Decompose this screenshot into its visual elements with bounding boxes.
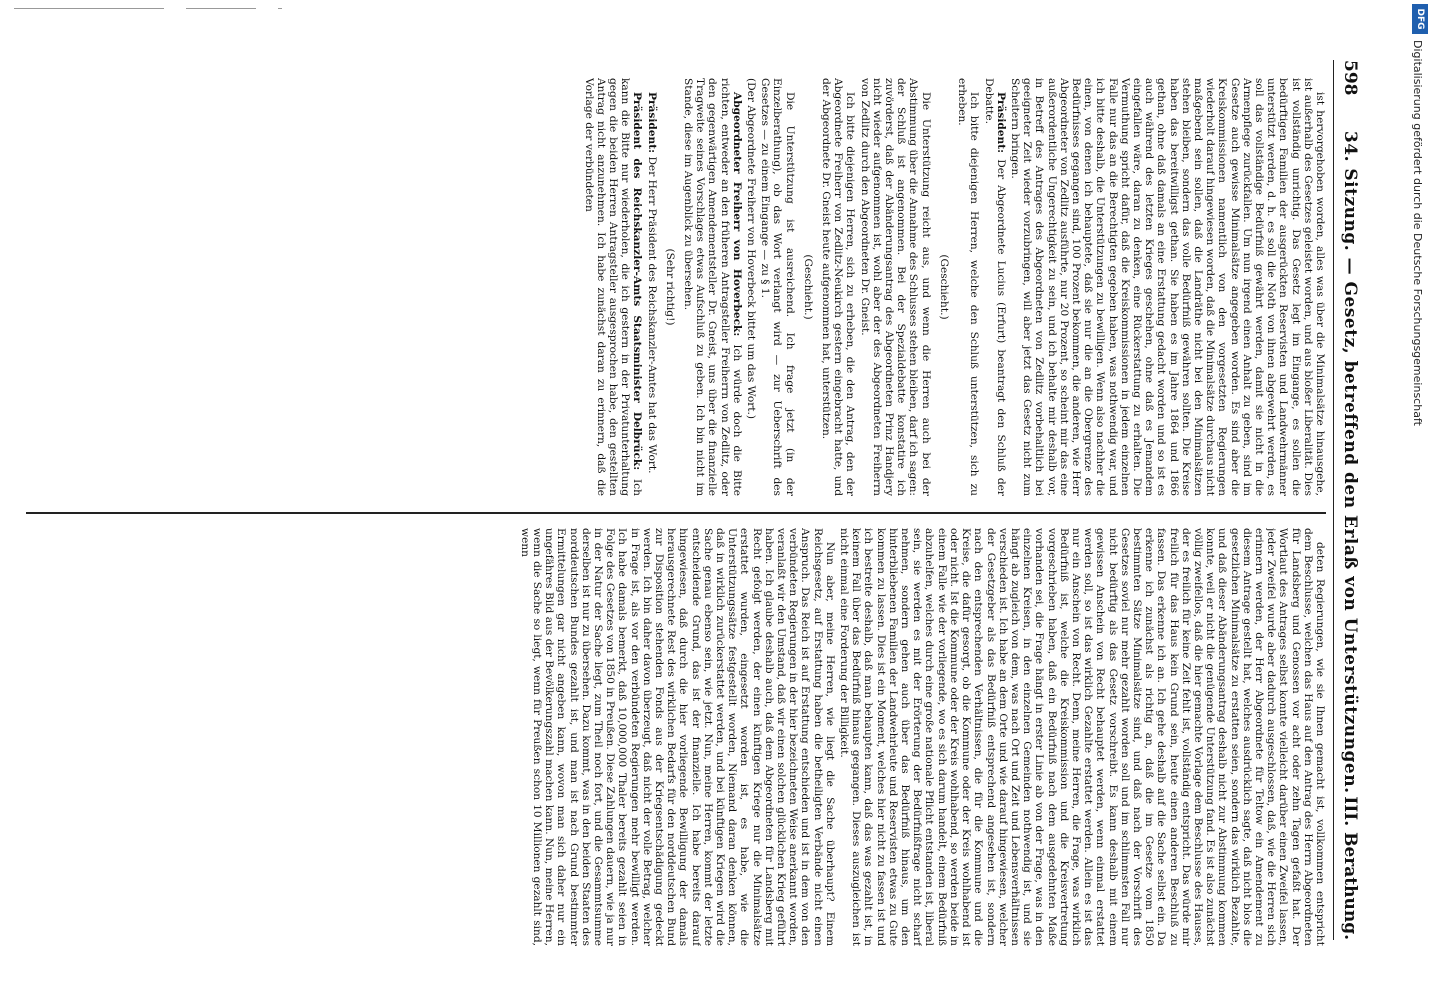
- paragraph: Ich bitte diejenigen Herren, welche den Schluß unterstützen, sich zu erheben.: [956, 78, 981, 496]
- paragraph: Die Unterstützung ist ausreichend. Ich frage jetzt (in der Einzelberathung), ob das Wort verlangt wird — zur Ueberschrift des Gesetzes — zu einem Eingange — zu § 1.: [759, 78, 796, 496]
- speaker-name: Präsident des Reichskanzler-Amts Staatsminister Delbrück:: [631, 92, 644, 471]
- stage-direction: (Sehr richtig!): [663, 248, 676, 326]
- paragraph: Die Unterstützung reicht aus, und wenn die Herren auch bei der Abstimmung über die Annahme des Schlusses stehen bleiben, darf ich sagen: der Schluß ist angenommen. Bei der Spezialdebatte konstatire ich zuvörderst, daß der Abänderungsantrag des Abgeordneten Prinz Handjery nicht wieder aufgenommen ist, wohl aber der des Abgeordneten Freiherrn von Zedlitz durch den Abgeordneten Dr. Gneist.: [858, 78, 932, 496]
- paragraph: Ich bitte diejenigen Herren, sich zu erheben, die den Antrag, den der Abgeordnete Freiherr von Zedlitz-Neukirch gestern eingebracht hatte, und der Abgeordnete Dr. Gneist heute aufgenommen hat, unterstützen.: [820, 78, 857, 496]
- speech-text: Der Herr Präsident des Reichskanzler-Amtes hat das Wort.: [645, 156, 658, 474]
- speech-paragraph: [582, 78, 643, 496]
- running-title: 34. Sitzung. — Gesetz, betreffend den Erlaß von Unterstützungen.: [1340, 130, 1360, 794]
- dfg-logo-text: DFG: [1415, 8, 1425, 30]
- reading-label: III. Berathung.: [1340, 796, 1360, 940]
- paragraph: deten Regierungen, wie sie Ihnen gemacht ist, vollkommen entspricht dem Beschlusse, welchen das Haus auf den Antrag des Herrn Abgeordneten für Landsberg und Genossen vor acht oder zehn Tagen gefaßt hat. Der Wortlaut des Antrages selbst konnte vielleicht darüber einen Zweifel lassen, jeder Zweifel wurde aber dadurch ausgeschlossen, daß, wie die Herren sich erinnern werden, der Herr Abgeordnete für Teltow ein Amendement zu diesem Antrage gestellt hat, welches ausdrücklich sagte, daß nicht blos die gesetzlichen Minimalsätze zu erstatten seien, sondern das wirklich Bezahlte, und daß dieser Abänderungsantrag deshalb nicht zur Abstimmung kommen konnte, weil er nicht die genügende Unterstützung fand. Es ist also zunächst völlig zweifellos, daß die hier gemachte Vorlage dem Beschlusse des Hauses, der es freilich für keine Zeit fehlt ist, vollständig entspricht. Das würde mir freilich für das Haus kein Grund sein, heute einen anderen Beschluß zu fassen. Das erkenne ich an. Ich gehe deshalb auf die Sache selbst ein. Da erkenne ich zunächst als richtig an, daß die im Gesetze vom 1850 bestimmten Sätze Minimalsätze sind, und daß nach der Vorschrift des Gesetzes soviel nur mehr gezahlt worden soll und im schlimmsten Fall nur nicht bedürftig als das Gesetz vorschreibt. Es kann deshalb mit einem gewissen Anschein von Recht behauptet werden, wenn einmal erstattet werden soll, so ist das wirklich Gezahlte erstattet werden. Allein es ist das nur ein Anschein von Recht. Denn, meine Herren, die Frage, was wirklich Bedürfniß ist, welche die Kreiskommission und die Kreisvertretung vorgeschrieben haben, daß ein Bedürfniß nach dem ausgedehnten Maße vorhanden sei, die Frage hängt in erster Linie ab von der Frage, was in den einzelnen Kreisen, in den einzelnen Gemeinden nothwendig ist, und sie hängt ab zugleich von dem, was nach Ort und Zeit und Lebensverhältnissen verschieden ist. Ich habe an dem Orte und wie darauf hingewiesen, welcher der Gesetzgeber als das Bedürfniß entsprechend angesehen ist, sondern nach den entsprechenden Verhältnissen, die für die Kommune und die Kreise, die dafür gesorgt, ob die Kommune oder der Kreis wohlhabend ist oder nicht. Ist die Kommune oder der Kreis wohlhabend, so werden beide in einem Falle wie der vorliegende, wo es sich darum handelt, einem Bedürfniß abzuhelfen, welches durch eine große nationale Pflicht entstanden ist, liberal sein, sie werden es mit der Erörterung der Bedürfnißfrage nicht scharf nehmen, sondern gehen auch über das Bedürfniß hinaus, um den hinterbliebenen Familien der Landwehrleute und Reservisten etwas zu Gute kommen zu lassen. Dies ist ein Moment, welches hier nicht zu fassen ist und ich bestreite deshalb, daß man behaupten kann, daß das was gezahlt ist, in keinem Fall über das Bedürfniß hinaus gegangen. Dieses auszugleichen ist nicht einmal eine Forderung der Billigkeit.: [838, 528, 1326, 946]
- paragraph: (Der Abgeordnete Freiherr von Hoverbeck bittet um das Wort.): [745, 78, 758, 420]
- digitization-credit: [1410, 40, 1424, 600]
- speaker-name: Abgeordneter Freiherr von Hoverbeck:: [730, 92, 743, 337]
- stage-direction: (Geschieht.): [801, 254, 814, 320]
- text-column-left: [16, 78, 1326, 496]
- speech-paragraph: [645, 78, 657, 496]
- speech-paragraph: [982, 78, 1006, 496]
- speaker-name: Präsident:: [994, 92, 1007, 154]
- credit-text: Digitalisierung gefördert durch die Deutsche Forschungsgemeinschaft: [1411, 40, 1424, 426]
- speech-paragraph: [682, 78, 743, 496]
- speech-text: Ich kann die Bitte nur wiederholen, die ich gestern in der Privatunterhaltung gegen die beiden Herren Antragsteller ausgesprochen habe, den gestellten Antrag nicht anzunehmen. Ich habe zunächst daran zu erinnern, daß die Vorlage der verbündeten: [582, 78, 644, 496]
- page-header: [1333, 60, 1364, 940]
- header-left: [1340, 60, 1360, 794]
- paragraph: Nun aber, meine Herren, wie liegt die Sache überhaupt? Einem Reichsgesetz, auf Erstattung haben die betheiligten Verbände nicht einen Anspruch. Das Reich ist auf Erstattung entschieden und ist in dem von den verbündeten Regierungen in der hier bezeichneten Weise anerkannt worden, veranlaßt wir den Umstand, daß wir einen solchen glücklichen Krieg geführt haben. Ich glaube deshalb auch, daß dem Abgeordneten für Landsberg mit Recht gefolgt werden, der einen künftigen Kriege nur die Minimalsätze erstattet wurden, eingesetzt worden ist, es habe, wie die Unterstützungssätze festgestellt worden, Niemand daran denken können, daß in wirklich zurückerstattet werden, und bei künftigen Kriegen wird die Sache genau ebenso sein, wie jetzt. Nun, meine Herren, kommt der letzte entscheidende Grund, das ist der finanzielle. Ich habe bereits darauf hingewiesen, daß durch die hier vorliegende Bewilligung der damals herausgerechnete Rest des wirklichen Bedarfs für den norddeutschen Bund zur Disposition stehenden Fonds aus der Kriegsentschädigung gedeckt werden. Ich bin daher davon überzeugt, daß nicht der volle Betrag, welcher in Frage ist, als vor den verbündeten Regierungen mehr bewilligt werden. Ich habe damals bemerkt, daß 10,000,000 Thaler bereits gezahlt seien in Folge des Gesetzes von 1850 in Preußen. Diese Zahlungen dauern, wie ja nur in der Natur der Sache liegt, zum Theil noch fort, und die Gesammtsumme derselben ist nur zu übersehen. Dazu kommt, was in den beiden Staaten des norddeutschen Bundes gezahlt ist, und man ist nach Grund bestimmter Ermittelungen gar nicht angeben kann, wovon man sich daher nur ein ungefähres Bild aus der Bevölkerungszahl machen kann. Nun, meine Herren, wenn die Sache so liegt, wenn für Preußen schon 10 Millionen gezahlt sind, wenn: [518, 528, 836, 946]
- speech-text: Ich würde doch die Bitte richten, entweder an den früheren Antragsteller Freiherrn von Zedlitz, oder den gegenwärtigen Amendementsteller Dr. Gneist, uns über die finanzielle Tragweite seines Vorschlages etwas Aufschluß zu geben. Ich bin nicht im Stande, diese im Augenblick zu übersehen.: [682, 78, 743, 496]
- dfg-logo: [1412, 4, 1428, 34]
- speech-text: Der Abgeordnete Lucius (Erfurt) beantragt den Schluß der Debatte.: [982, 78, 1007, 496]
- text-column-right: [16, 528, 1326, 946]
- stage-direction: (Geschieht.): [937, 254, 950, 320]
- speaker-name: Präsident:: [645, 92, 658, 154]
- paragraph: ist hervorgehoben worden, alles was über die Minimalsätze hinausgehe, ist außerhalb des Gesetzes geleistet worden, und aus bloßer Liberalität. Dies ist vollständig unrichtig. Das Gesetz legt im Eingange, es sollen die bedürftigen Familien der ausgerückten Reservisten und Landwehrmänner unterstützt werden, d. h. es soll die Noth von ihnen abgewehrt werden, es soll das vollständige Bedürfniß gewährt werden, damit sie nicht in die Armenpflege zurückfallen. Um nun irgend einen Anhalt zu geben, sind im Gesetze auch gewisse Minimalsätze angegeben worden. Es sind aber die Kreiskommissionen namentlich von den vorgesetzten Regierungen wiederholt darauf hingewiesen worden, daß die Minimalsätze durchaus nicht maßgebend sein sollen, daß die Landräthe nicht bei den Minimalsätzen stehen bleiben, sondern das volle Bedürfniß gewähren sollten. Die Kreise haben das bereitwilligst gethan. Sie haben es im Jahre 1864 und 1866 gethan, ohne daß damals an eine Erstattung gedacht worden und so ist es auch während des letzten Krieges geschehen, ohne daß es Jemandem eingefallen wäre, daran zu denken, eine Rückerstattung zu erhalten. Die Vermuthung spricht dafür, daß die Kreiskommissionen in jedem einzelnen Falle nur das an die Berechtigten gegeben haben, was nothwendig war, und ich bitte deshalb, die Unterstützungen zu bewilligen. Wenn also nachher die einen, von denen ich behauptete, daß sie nur die an die Obergrenze des Bedürfnisses gegangen sind, 100 Prozent bekommen, die anderen, wie Herr Abgeordneter von Zedlitz ausführte, nur 20 Prozent, so scheint mir das eine außerordentliche Ungerechtigkeit zu sein, und ich behalte mir deshalb vor, in Betreff des Antrages des Abgeordneten von Zedlitz vorbehaltlich bei geeigneter Zeit wieder vorzubringen, will aber jetzt das Gesetz nicht zum Scheitern bringen.: [1008, 78, 1326, 496]
- page-number: 598: [1340, 60, 1360, 96]
- column-divider: [26, 512, 1326, 514]
